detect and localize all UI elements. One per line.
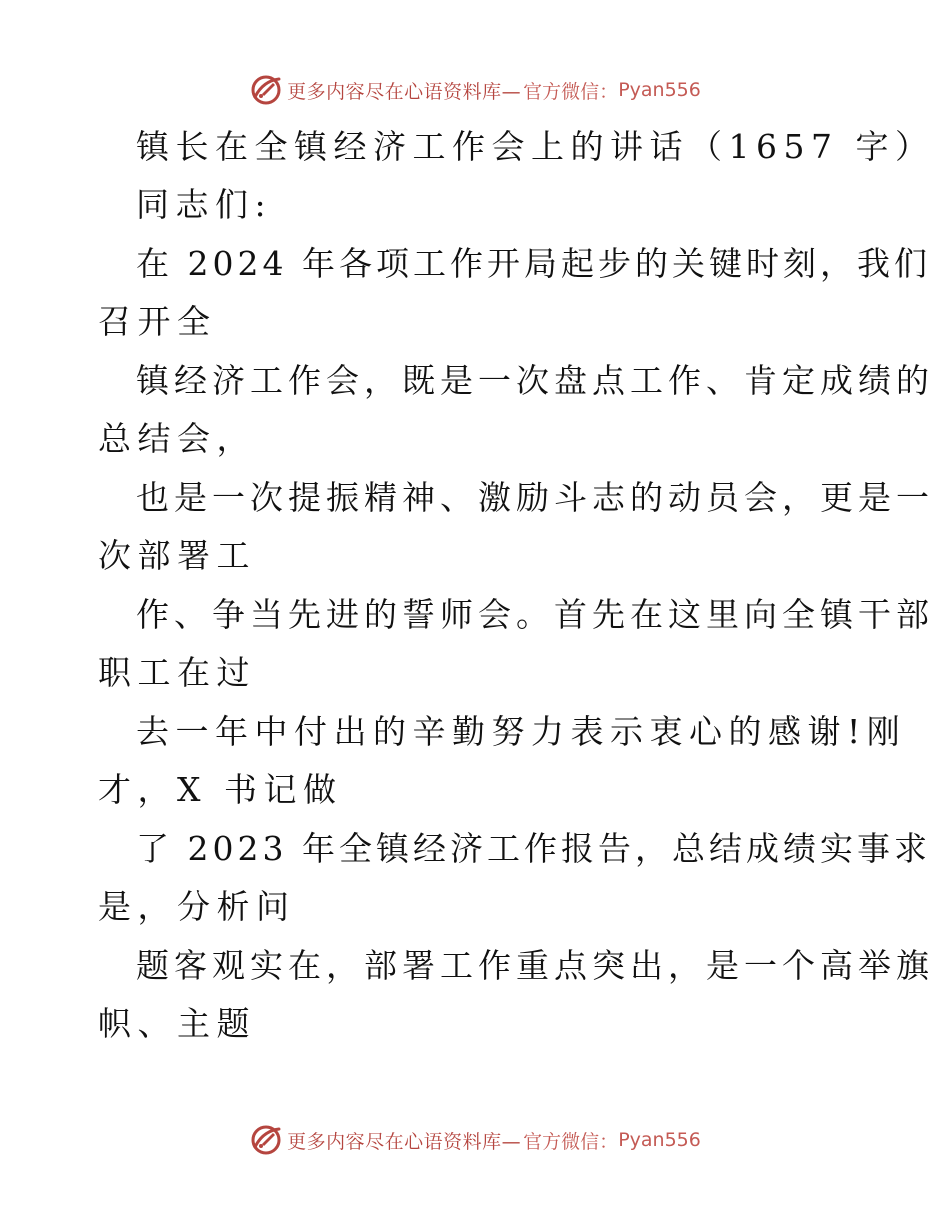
paragraph-line: 作、争当先进的誓师会。首先在这里向全镇干部	[136, 595, 934, 634]
paragraph-line: 在 2024 年各项工作开局起步的关键时刻，我们	[136, 244, 931, 283]
paragraph-line: 总结会，	[98, 419, 256, 458]
header-banner	[0, 72, 950, 108]
document-title: 镇长在全镇经济工作会上的讲话（1657 字）	[136, 127, 935, 166]
paragraph-line: 才，X 书记做	[98, 770, 343, 809]
banner-wechat-label: 官方微信：	[523, 1130, 619, 1153]
footer-banner	[0, 1122, 950, 1158]
paragraph-line: 职工在过	[98, 653, 256, 692]
paragraph-line: 镇经济工作会，既是一次盘点工作、肯定成绩的	[136, 361, 934, 400]
paragraph-line: 了 2023 年全镇经济工作报告，总结成绩实事求	[136, 829, 931, 868]
banner-wechat-label: 官方微信：	[523, 80, 619, 103]
document-salutation: 同志们:	[136, 185, 273, 224]
paragraph-line: 题客观实在，部署工作重点突出，是一个高举旗	[136, 946, 934, 985]
banner-wechat-id: Pyan556	[618, 1129, 701, 1151]
paragraph-line: 召开全	[98, 302, 217, 341]
paragraph-line: 次部署工	[98, 536, 256, 575]
paragraph-line: 是，分析问	[98, 887, 296, 926]
banner-wechat-id: Pyan556	[618, 79, 701, 101]
paragraph-line: 帜、主题	[98, 1004, 256, 1043]
pen-swoosh-logo-icon	[249, 1123, 283, 1157]
banner-text: 更多内容尽在心语资料库—	[287, 1130, 522, 1153]
paragraph-line: 也是一次提振精神、激励斗志的动员会，更是一	[136, 478, 934, 517]
banner-text: 更多内容尽在心语资料库—	[287, 80, 522, 103]
paragraph-line: 去一年中付出的辛勤努力表示衷心的感谢!刚	[136, 712, 907, 751]
pen-swoosh-logo-icon	[249, 73, 283, 107]
